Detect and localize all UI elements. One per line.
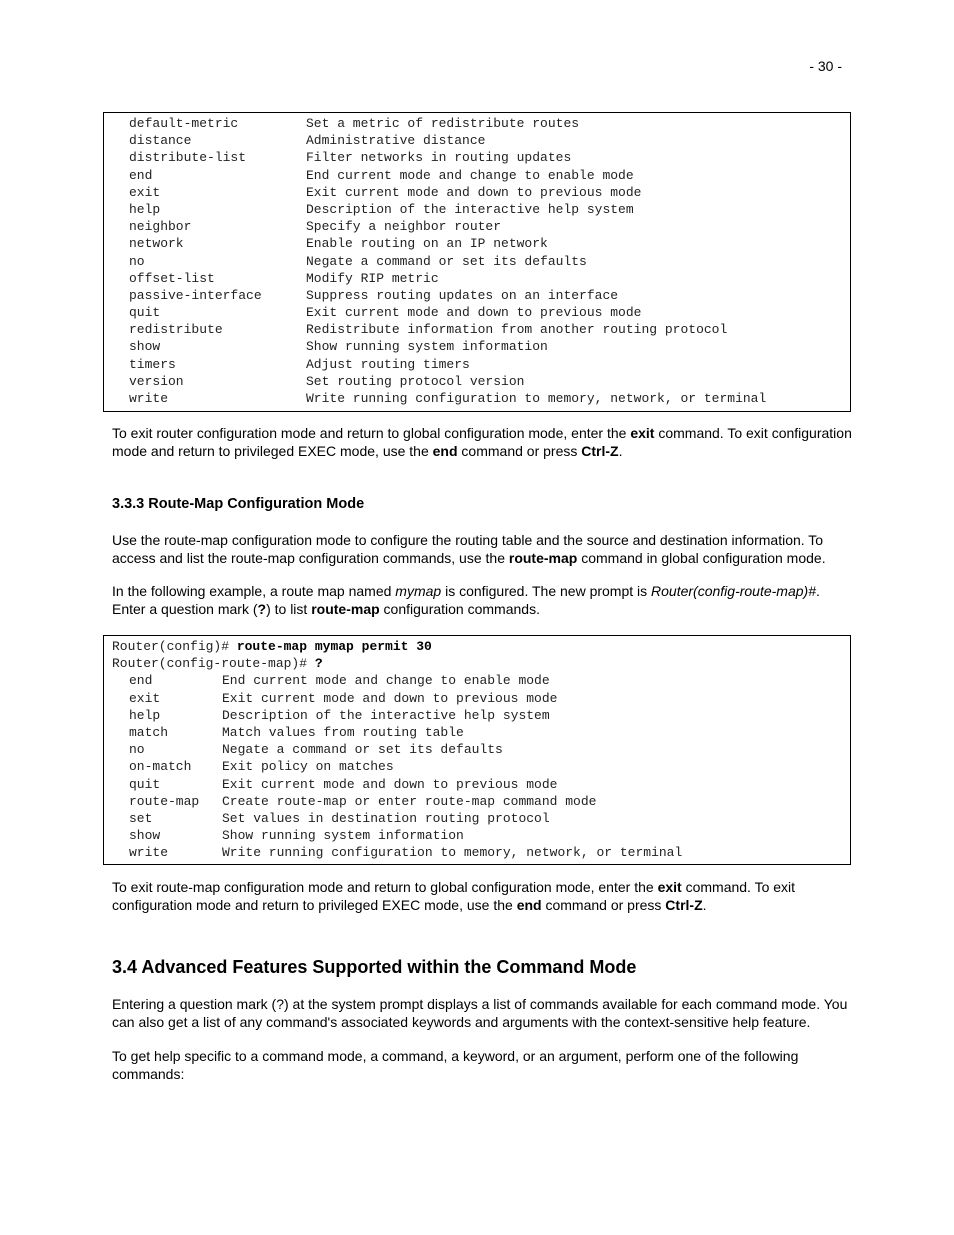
command-name: quit	[129, 776, 161, 792]
command-name: no	[129, 253, 145, 269]
code-line	[104, 724, 850, 741]
help-intro-paragraph: Entering a question mark (?) at the system prompt displays a list of commands available for each command mode. You can also get a list of any command's associated keywords and arguments with the context-sensitive help feature.	[112, 996, 848, 1030]
command-description: Set values in destination routing protocol	[222, 810, 550, 826]
command-description: End current mode and change to enable mode	[306, 167, 634, 183]
command-name: set	[129, 810, 153, 826]
code-line	[104, 356, 850, 373]
help-commands-paragraph: To get help specific to a command mode, a command, a keyword, or an argument, perform one of the following commands:	[112, 1048, 799, 1082]
code-line	[104, 321, 850, 338]
command-description: Set a metric of redistribute routes	[306, 116, 580, 131]
code-line	[104, 758, 850, 775]
code-line	[104, 707, 850, 724]
command-description: Enable routing on an IP network	[306, 236, 548, 252]
code-line	[104, 235, 850, 252]
command-description: Specify a neighbor router	[306, 219, 502, 235]
command-name: passive-interface	[129, 287, 262, 303]
code-line	[104, 287, 850, 304]
code-line	[104, 690, 850, 707]
command-name: match	[129, 724, 169, 740]
code-line	[104, 304, 850, 321]
command-name: route-map	[129, 793, 200, 809]
exit-router-paragraph: To exit router configuration mode and return to global configuration mode, enter the exit command. To exit configuration mode and return to privileged EXEC mode, use the end command or press Ctrl-Z.	[112, 425, 852, 459]
code-line: Router(config)# route-map mymap permit 30	[112, 639, 432, 654]
code-line: Router(config-route-map)# ?	[112, 656, 323, 672]
command-description: Negate a command or set its defaults	[306, 253, 587, 269]
command-name: network	[129, 236, 184, 252]
code-line	[104, 167, 850, 184]
command-description: Write running configuration to memory, network, or terminal	[222, 845, 683, 861]
command-name: version	[129, 373, 184, 389]
command-description: Exit policy on matches	[222, 759, 394, 775]
command-name: default-metric	[129, 116, 239, 131]
command-name: write	[129, 391, 169, 406]
code-line	[104, 338, 850, 355]
command-description: Administrative distance	[306, 133, 486, 149]
code-line	[104, 672, 850, 689]
command-name: quit	[129, 305, 161, 321]
command-name: help	[129, 707, 161, 723]
command-description: Write running configuration to memory, network, or terminal	[306, 391, 767, 406]
page-number: - 30 -	[809, 58, 842, 74]
code-line	[104, 218, 850, 235]
command-description: Match values from routing table	[222, 724, 464, 740]
command-description: Redistribute information from another routing protocol	[306, 322, 728, 338]
route-map-code-block	[103, 635, 851, 865]
command-description: Set routing protocol version	[306, 373, 525, 389]
command-description: Show running system information	[222, 828, 464, 844]
command-name: write	[129, 845, 169, 861]
command-name: neighbor	[129, 219, 192, 235]
command-name: redistribute	[129, 322, 223, 338]
code-line	[104, 270, 850, 287]
code-line	[104, 201, 850, 218]
command-name: end	[129, 167, 153, 183]
section-heading-3-3-3: 3.3.3 Route-Map Configuration Mode	[112, 496, 365, 512]
command-name: exit	[129, 690, 161, 706]
rip-commands-code-block	[103, 112, 851, 412]
command-description: End current mode and change to enable mode	[222, 673, 550, 689]
code-line	[104, 115, 850, 132]
command-name: show	[129, 339, 161, 355]
code-line	[104, 776, 850, 793]
code-line	[104, 184, 850, 201]
code-line	[104, 810, 850, 827]
command-description: Description of the interactive help system	[222, 707, 550, 723]
code-line	[104, 149, 850, 166]
command-name: show	[129, 828, 161, 844]
command-name: distribute-list	[129, 150, 247, 166]
command-description: Adjust routing timers	[306, 356, 470, 372]
code-line	[104, 132, 850, 149]
command-description: Create route-map or enter route-map command mode	[222, 793, 597, 809]
exit-route-map-paragraph: To exit route-map configuration mode and return to global configuration mode, enter the exit command. To exit configuration mode and return to privileged EXEC mode, use the end command or press Ctrl-Z.	[112, 879, 796, 913]
command-description: Suppress routing updates on an interface	[306, 287, 619, 303]
command-description: Filter networks in routing updates	[306, 150, 572, 166]
code-line	[104, 373, 850, 390]
code-line	[104, 827, 850, 844]
code-line	[104, 844, 850, 861]
command-name: distance	[129, 133, 192, 149]
command-name: end	[129, 673, 153, 689]
route-map-intro-paragraph: Use the route-map configuration mode to configure the routing table and the source and destination information. To access and list the route-map configuration commands, use the route-map command in global configuration mode.	[112, 532, 826, 566]
code-line	[104, 793, 850, 810]
command-description: Show running system information	[306, 339, 548, 355]
command-description: Exit current mode and down to previous mode	[306, 184, 642, 200]
command-name: help	[129, 201, 161, 217]
code-line	[104, 741, 850, 758]
code-line	[104, 253, 850, 270]
section-heading-3-4: 3.4 Advanced Features Supported within the Command Mode	[112, 957, 637, 977]
command-name: exit	[129, 184, 161, 200]
command-description: Exit current mode and down to previous mode	[306, 305, 642, 321]
command-name: timers	[129, 356, 176, 372]
code-line	[104, 390, 850, 407]
command-description: Modify RIP metric	[306, 270, 439, 286]
command-description: Exit current mode and down to previous mode	[222, 776, 558, 792]
command-name: offset-list	[129, 270, 215, 286]
command-name: no	[129, 742, 145, 758]
command-name: on-match	[129, 759, 192, 775]
command-description: Description of the interactive help system	[306, 201, 634, 217]
route-map-example-paragraph: In the following example, a route map named mymap is configured. The new prompt is Router(config-route-map)#. Enter a question mark (?) to list route-map configuration commands.	[112, 583, 820, 617]
command-description: Exit current mode and down to previous mode	[222, 690, 558, 706]
command-description: Negate a command or set its defaults	[222, 742, 503, 758]
